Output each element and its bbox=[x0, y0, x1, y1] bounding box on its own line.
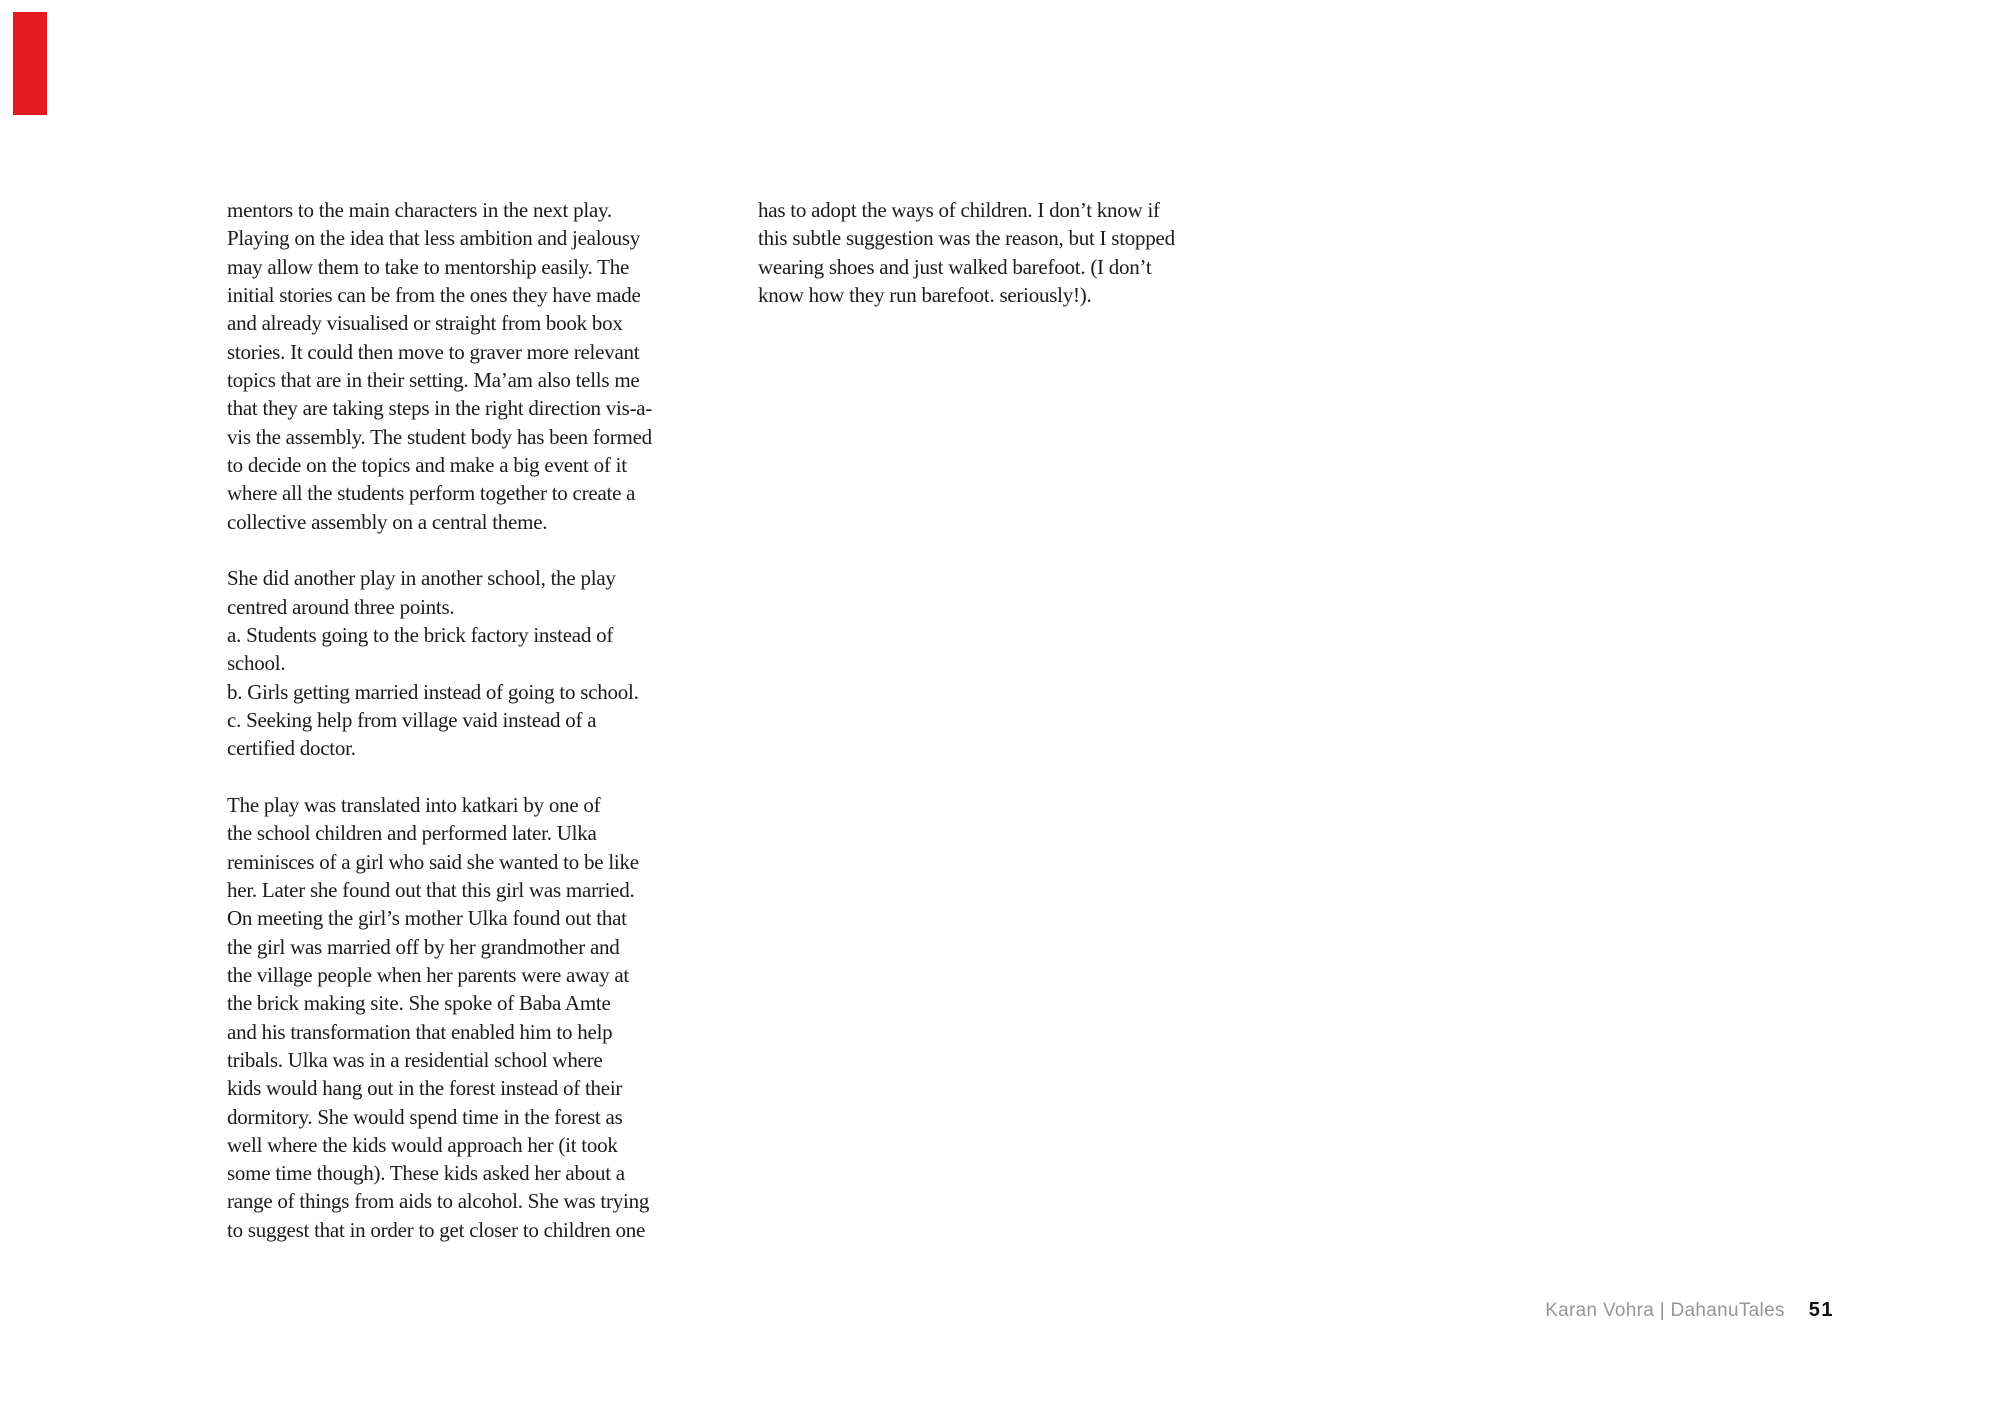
body-line: b. Girls getting married instead of going to school. bbox=[227, 679, 639, 704]
body-line: mentors to the main characters in the next play. bbox=[227, 198, 612, 222]
body-line: dormitory. She would spend time in the forest as bbox=[227, 1104, 623, 1129]
body-line: vis the assembly. The student body has been formed bbox=[227, 424, 652, 449]
body-line: school. bbox=[227, 651, 286, 676]
body-line: her. Later she found out that this girl was married. bbox=[227, 877, 635, 902]
body-line: and his transformation that enabled him to help bbox=[227, 1019, 613, 1044]
body-line: to decide on the topics and make a big event of it bbox=[227, 452, 627, 477]
body-line: this subtle suggestion was the reason, but I stopped bbox=[758, 226, 1175, 251]
body-line: reminisces of a girl who said she wanted to be like bbox=[227, 849, 639, 874]
body-line: some time though). These kids asked her about a bbox=[227, 1161, 625, 1186]
body-line: a. Students going to the brick factory instead of bbox=[227, 622, 614, 647]
body-line: where all the students perform together to create a bbox=[227, 481, 636, 506]
body-line bbox=[227, 763, 752, 791]
body-line: know how they run barefoot. seriously!). bbox=[758, 282, 1092, 307]
body-line: tribals. Ulka was in a residential school where bbox=[227, 1047, 603, 1072]
text-column-left bbox=[227, 196, 752, 1244]
footer-page-number: 51 bbox=[1808, 1299, 1834, 1321]
body-line: well where the kids would approach her (it took bbox=[227, 1132, 618, 1157]
body-line: On meeting the girl’s mother Ulka found out that bbox=[227, 906, 627, 931]
body-line: to suggest that in order to get closer to children one bbox=[227, 1217, 646, 1242]
body-line: Playing on the idea that less ambition and jealousy bbox=[227, 226, 641, 251]
body-line: collective assembly on a central theme. bbox=[227, 509, 548, 534]
body-line: c. Seeking help from village vaid instead of a bbox=[227, 707, 597, 732]
footer bbox=[1545, 1299, 1834, 1322]
footer-author: Karan Vohra | DahanuTales bbox=[1545, 1300, 1785, 1321]
text-column-right bbox=[758, 196, 1283, 309]
body-line: the village people when her parents were away at bbox=[227, 962, 629, 987]
body-line: has to adopt the ways of children. I don’t know if bbox=[758, 198, 1160, 222]
body-line: The play was translated into katkari by one of bbox=[227, 792, 601, 817]
body-line: the brick making site. She spoke of Baba Amte bbox=[227, 991, 611, 1016]
body-line: centred around three points. bbox=[227, 594, 455, 619]
body-line bbox=[227, 536, 752, 564]
body-line: may allow them to take to mentorship easily. The bbox=[227, 254, 630, 279]
body-line: She did another play in another school, the play bbox=[227, 566, 616, 591]
body-line: initial stories can be from the ones they have made bbox=[227, 282, 641, 307]
body-line: the school children and performed later. Ulka bbox=[227, 821, 597, 846]
body-line: that they are taking steps in the right direction vis-a- bbox=[227, 396, 653, 421]
body-line: stories. It could then move to graver more relevant bbox=[227, 339, 640, 364]
red-page-tab bbox=[13, 12, 47, 115]
body-line: range of things from aids to alcohol. She was trying bbox=[227, 1189, 650, 1214]
body-line: certified doctor. bbox=[227, 736, 356, 761]
body-line: and already visualised or straight from book box bbox=[227, 311, 623, 336]
body-line: the girl was married off by her grandmother and bbox=[227, 934, 620, 959]
body-line: wearing shoes and just walked barefoot. (I don’t bbox=[758, 254, 1152, 279]
body-line: kids would hang out in the forest instead of their bbox=[227, 1076, 623, 1101]
body-line: topics that are in their setting. Ma’am also tells me bbox=[227, 367, 640, 392]
